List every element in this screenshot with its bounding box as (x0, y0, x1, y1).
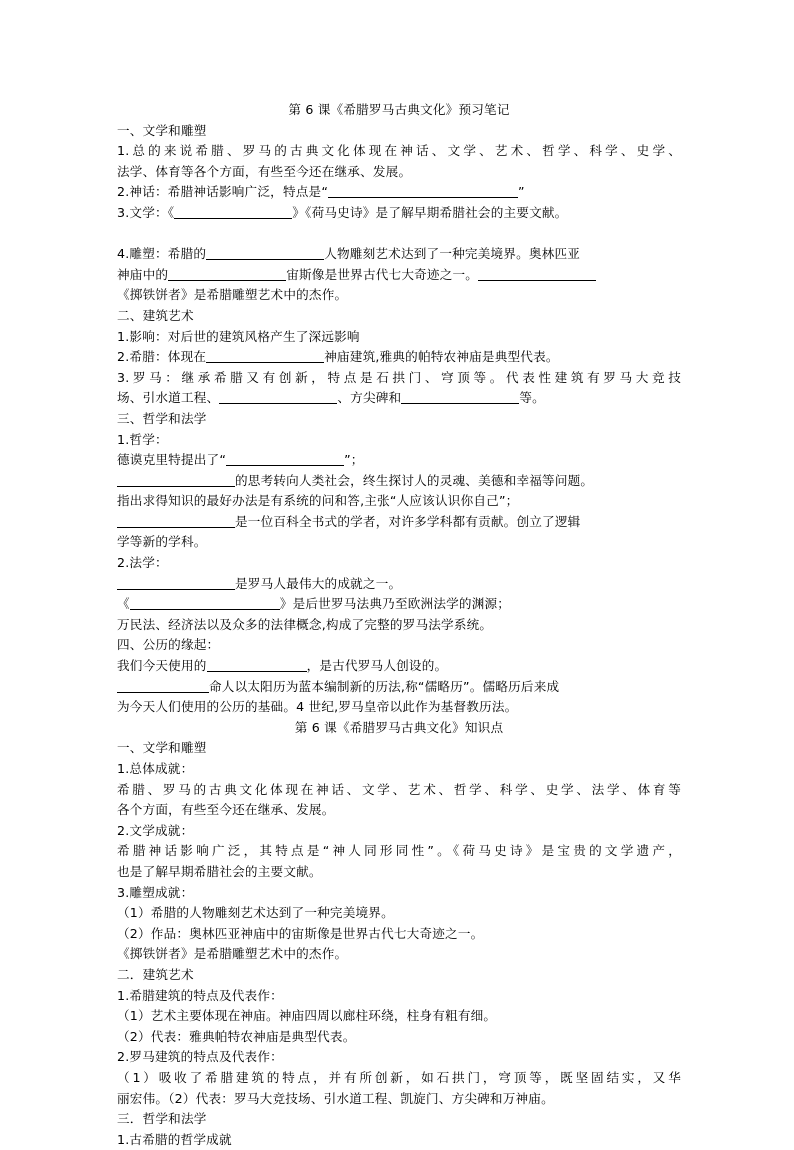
text-fragment: 》是后世罗马法典乃至欧洲法学的渊源； (279, 596, 511, 612)
answer-blank (478, 266, 596, 281)
text-fragment: 4.雕塑：希腊的 (117, 246, 207, 262)
text-fragment: 3.文学：《 (117, 204, 175, 220)
fill-in-line (117, 182, 681, 203)
paragraph-line: （2）代表：雅典帕特农神庙是典型代表。 (117, 1028, 356, 1044)
paragraph-line: 法学、体育等各个方面，有些至今还在继承、发展。 (117, 163, 412, 179)
text-fragment: 命人以太阳历为蓝本编制新的历法,称“儒略历”。儒略历后来成 (209, 678, 560, 694)
paragraph-line: 希腊神话影响广泛，其特点是“神人同形同性”。《荷马史诗》是宝贵的文学遗产， (117, 843, 681, 859)
document-page (117, 100, 681, 1150)
section-heading: 一、文学和雕塑 (117, 122, 207, 138)
paragraph-line: 也是了解早期希腊社会的主要文献。 (117, 863, 322, 879)
fill-in-line (117, 512, 681, 533)
paragraph-line: （1）艺术主要体现在神庙。神庙四周以廊柱环绕，柱身有粗有细。 (117, 1008, 497, 1024)
section-heading: 三．哲学和法学 (117, 1111, 207, 1127)
answer-blank (401, 389, 519, 404)
paragraph-line: 万民法、经济法以及众多的法律概念,构成了完整的罗马法学系统。 (117, 616, 493, 632)
paragraph-line: 为今天人们使用的公历的基础。4 世纪,罗马皇帝以此作为基督教历法。 (117, 699, 518, 715)
paragraph-line: 指出求得知识的最好办法是有系统的问和答,主张“人应该认识你自己”； (117, 493, 519, 509)
fill-in-line (117, 656, 681, 677)
answer-blank (117, 575, 235, 590)
text-fragment: 我们今天使用的 (117, 658, 207, 674)
fill-in-line (117, 574, 681, 595)
paragraph-line: 1.总的来说希腊、罗马的古典文化体现在神话、文学、艺术、哲学、科学、史学、 (117, 143, 681, 159)
subsection-label: 3.雕塑成就： (117, 884, 194, 900)
paragraph-line: 学等新的学科。 (117, 534, 207, 550)
subsection-label: 1.古希腊的哲学成就 (117, 1131, 232, 1147)
text-fragment: ”； (344, 452, 364, 468)
paragraph-line: 丽宏伟。（2）代表：罗马大竞技场、引水道工程、凯旋门、方尖碑和万神庙。 (117, 1090, 554, 1106)
paragraph-line: 3.罗马：继承希腊又有创新，特点是石拱门、穹顶等。代表性建筑有罗马大竞技 (117, 369, 681, 385)
text-fragment: 》《荷马史诗》是了解早期希腊社会的主要文献。 (292, 204, 568, 220)
fill-in-line (117, 471, 681, 492)
paragraph-line: （1）希腊的人物雕刻艺术达到了一种完美境界。 (117, 905, 394, 921)
text-fragment: 是一位百科全书式的学者，对许多学科都有贡献。创立了逻辑 (235, 513, 581, 529)
text-fragment: ” (518, 184, 525, 200)
answer-blank (117, 472, 235, 487)
text-fragment: ，是古代罗马人创设的。 (306, 658, 448, 674)
section-heading: 二．建筑艺术 (117, 966, 194, 982)
blank-spacer (117, 224, 681, 245)
text-fragment: 神庙中的 (117, 266, 169, 282)
answer-blank (130, 595, 280, 610)
text-fragment: 宙斯像是世界古代七大奇迹之一。 (286, 266, 479, 282)
text-fragment: 、方尖碑和 (337, 390, 402, 406)
paragraph-line: （1）吸收了希腊建筑的特点，并有所创新，如石拱门，穹顶等，既坚固结实，又华 (117, 1069, 681, 1085)
answer-blank (168, 266, 286, 281)
paragraph-line: 《掷铁饼者》是希腊雕塑艺术中的杰作。 (117, 287, 348, 303)
section-heading: 一、文学和雕塑 (117, 740, 207, 756)
fill-in-line (117, 203, 681, 224)
answer-blank (207, 657, 307, 672)
text-fragment: 2.神话：希腊神话影响广泛，特点是“ (117, 184, 329, 200)
paragraph-line: 1.影响：对后世的建筑风格产生了深远影响 (117, 328, 360, 344)
answer-blank (117, 513, 235, 528)
text-fragment: 德谟克里特提出了“ (117, 452, 227, 468)
text-fragment: 神庙建筑,雅典的帕特农神庙是典型代表。 (324, 349, 559, 365)
fill-in-line (117, 450, 681, 471)
text-fragment: 2.希腊：体现在 (117, 349, 207, 365)
answer-blank (206, 245, 324, 260)
section-heading: 二、建筑艺术 (117, 307, 194, 323)
answer-blank (206, 348, 324, 363)
fill-in-line (117, 265, 681, 286)
paragraph-line: 《掷铁饼者》是希腊雕塑艺术中的杰作。 (117, 946, 348, 962)
answer-blank (226, 451, 344, 466)
notes-title: 第 6 课《希腊罗马古典文化》预习笔记 (288, 102, 510, 117)
fill-in-line (117, 388, 681, 409)
paragraph-line: 1.哲学： (117, 431, 168, 447)
paragraph-line: 2.法学： (117, 555, 168, 571)
text-fragment: 人物雕刻艺术达到了一种完美境界。奥林匹亚 (324, 246, 581, 262)
knowledge-title: 第 6 课《希腊罗马古典文化》知识点 (294, 719, 504, 735)
paragraph-line: 各个方面，有些至今还在继承、发展。 (117, 802, 335, 818)
paragraph-line: 希腊、罗马的古典文化体现在神话、文学、艺术、哲学、科学、史学、法学、体育等 (117, 781, 681, 797)
answer-blank (219, 389, 337, 404)
subsection-label: 1.希腊建筑的特点及代表作： (117, 987, 283, 1003)
paragraph-line: （2）作品：奥林匹亚神庙中的宙斯像是世界古代七大奇迹之一。 (117, 925, 484, 941)
section-heading: 三、哲学和法学 (117, 410, 207, 426)
text-fragment: 《 (117, 596, 130, 612)
fill-in-line (117, 677, 681, 698)
subsection-label: 1.总体成就： (117, 761, 194, 776)
answer-blank (174, 204, 292, 219)
subsection-label: 2.文学成就： (117, 822, 194, 838)
fill-in-line (117, 594, 681, 615)
text-fragment: 等。 (519, 390, 545, 406)
text-fragment: 场、引水道工程、 (117, 390, 220, 406)
text-fragment: 的思考转向人类社会，终生探讨人的灵魂、美德和幸福等问题。 (235, 472, 594, 488)
answer-blank (117, 678, 209, 693)
fill-in-line (117, 347, 681, 368)
subsection-label: 2.罗马建筑的特点及代表作： (117, 1049, 283, 1065)
answer-blank (328, 183, 518, 198)
text-fragment: 是罗马人最伟大的成就之一。 (235, 575, 402, 591)
section-heading: 四、公历的缘起： (117, 637, 220, 653)
fill-in-line (117, 244, 681, 265)
